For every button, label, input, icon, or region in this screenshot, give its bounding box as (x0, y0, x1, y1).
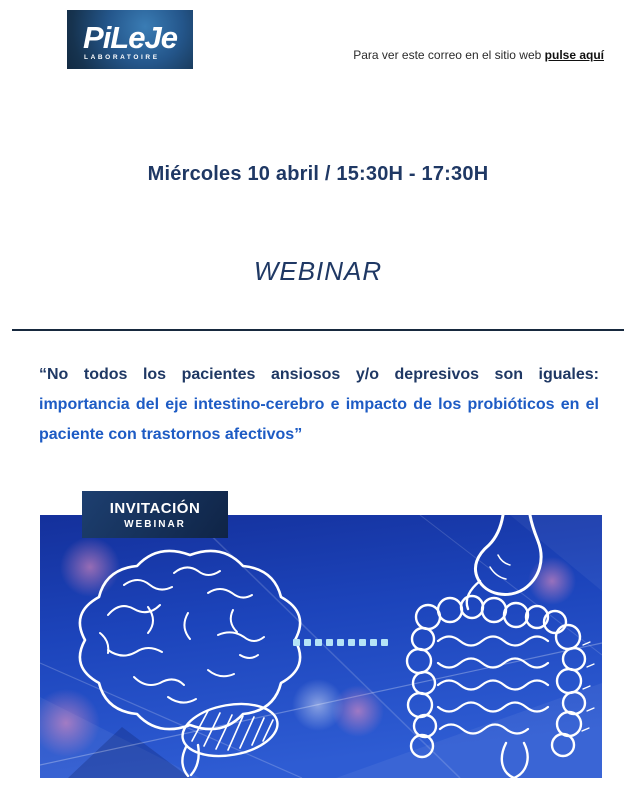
view-online-prefix: Para ver este correo en el sitio web (353, 48, 545, 62)
invitation-badge (82, 491, 228, 538)
dotted-connector (293, 639, 388, 646)
webinar-title-dark: “No todos los pacientes ansiosos y/o depresivos son iguales: (39, 366, 599, 383)
event-datetime: Miércoles 10 abril / 15:30H - 17:30H (147, 163, 489, 185)
webinar-title-blue: importancia del eje intestino-cerebro e impacto de los probióticos en el paciente con trastornos afectivos” (39, 396, 599, 443)
logo-subtitle-text: LABORATOIRE (84, 53, 160, 61)
invitation-badge-line1: INVITACIÓN (109, 499, 201, 517)
view-online-link[interactable]: pulse aquí (544, 48, 604, 62)
hero-image (40, 515, 602, 778)
event-format-label: WEBINAR (253, 256, 383, 286)
divider (12, 329, 624, 331)
logo-brand-text: PiLeJe (83, 19, 177, 55)
view-online-text (353, 48, 604, 62)
pileje-logo (67, 10, 193, 69)
invitation-badge-line2: WEBINAR (124, 518, 186, 530)
brain-gut-axis-illustration (40, 515, 602, 778)
webinar-title (39, 360, 599, 450)
